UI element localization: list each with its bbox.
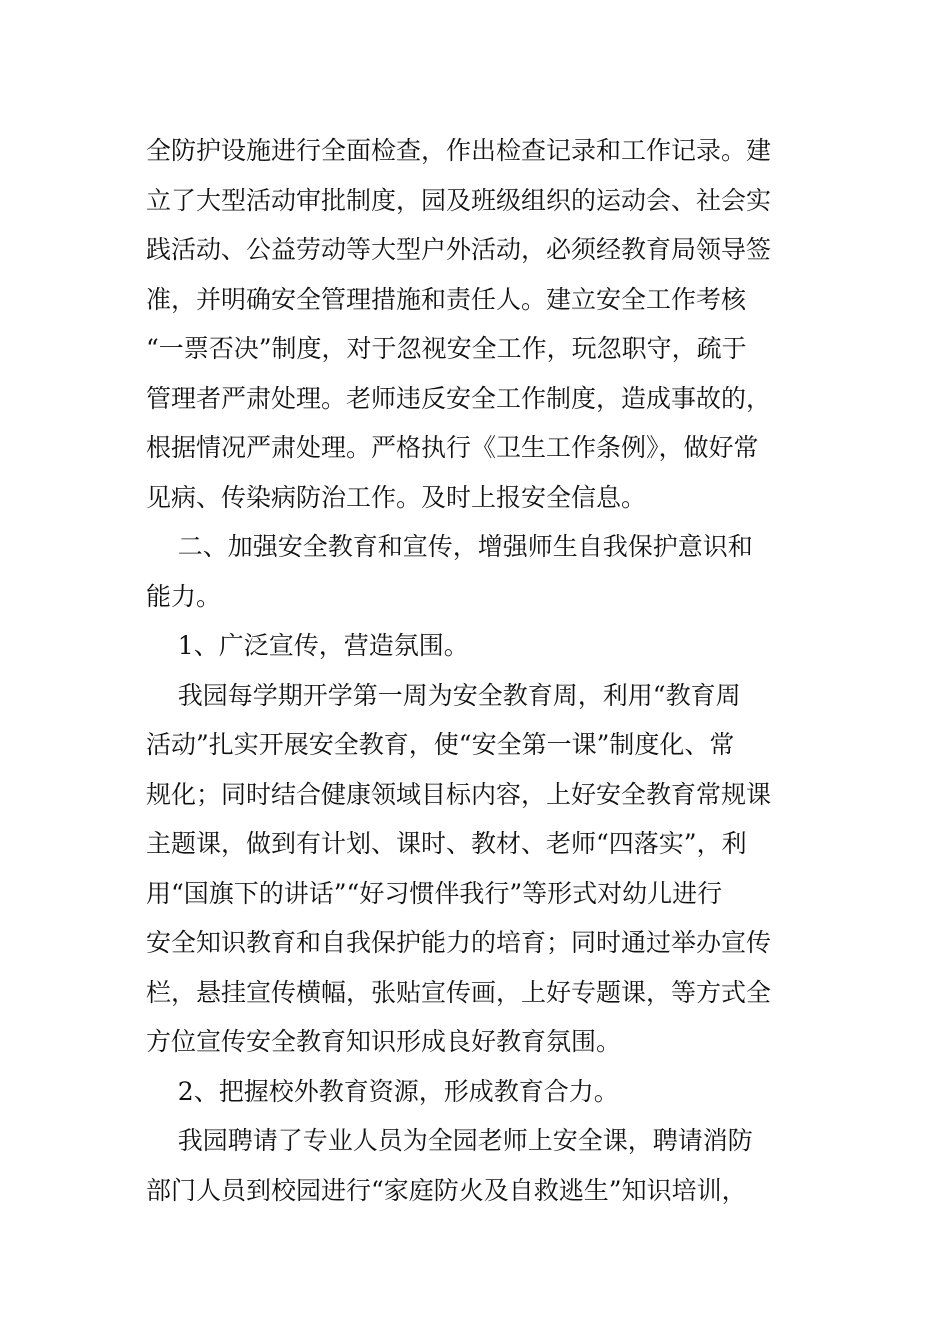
subsection-heading: 2、把握校外教育资源，形成教育合力。 [146,1076,619,1106]
text-line: 方位宣传安全教育知识形成良好教育氛围。 [146,1027,622,1056]
text-line: 主题课，做到有计划、课时、教材、老师“四落实”，利 [146,829,747,858]
text-line: 全防护设施进行全面检查，作出检查记录和工作记录。建 [146,136,772,165]
text-line: 部门人员到校园进行“家庭防火及自救逃生”知识培训， [146,1175,747,1205]
section-heading: 二、加强安全教育和宣传，增强师生自我保护意识和 [146,532,753,561]
text-line: 见病、传染病防治工作。及时上报安全信息。 [146,482,647,512]
text-line: “一票否决”制度，对于忽视安全工作，玩忽职守，疏于 [146,334,747,363]
text-line: 我园聘请了专业人员为全园老师上安全课，聘请消防 [146,1126,753,1155]
section-heading: 能力。 [146,581,222,611]
text-line: 管理者严肃处理。老师违反安全工作制度，造成事故的， [146,383,772,413]
text-line: 用“国旗下的讲话”“好习惯伴我行”等形式对幼儿进行 [146,878,723,908]
text-line: 立了大型活动审批制度，园及班级组织的运动会、社会实 [146,185,772,215]
text-line: 安全知识教育和自我保护能力的培育；同时通过举办宣传 [146,928,772,957]
subsection-heading: 1、广泛宣传，营造氛围。 [146,631,469,660]
text-line: 根据情况严肃处理。严格执行《卫生工作条例》，做好常 [146,433,759,462]
document-body [146,126,810,1215]
text-line: 规化；同时结合健康领域目标内容，上好安全教育常规课 [146,779,772,809]
text-line: 栏，悬挂宣传横幅，张贴宣传画，上好专题课，等方式全 [146,977,772,1007]
text-line: 准，并明确安全管理措施和责任人。建立安全工作考核 [146,284,747,314]
text-line: 活动”扎实开展安全教育，使“安全第一课”制度化、常 [146,730,735,759]
text-line: 我园每学期开学第一周为安全教育周，利用“教育周 [146,680,741,710]
text-line: 践活动、公益劳动等大型户外活动，必须经教育局领导签 [146,235,772,264]
